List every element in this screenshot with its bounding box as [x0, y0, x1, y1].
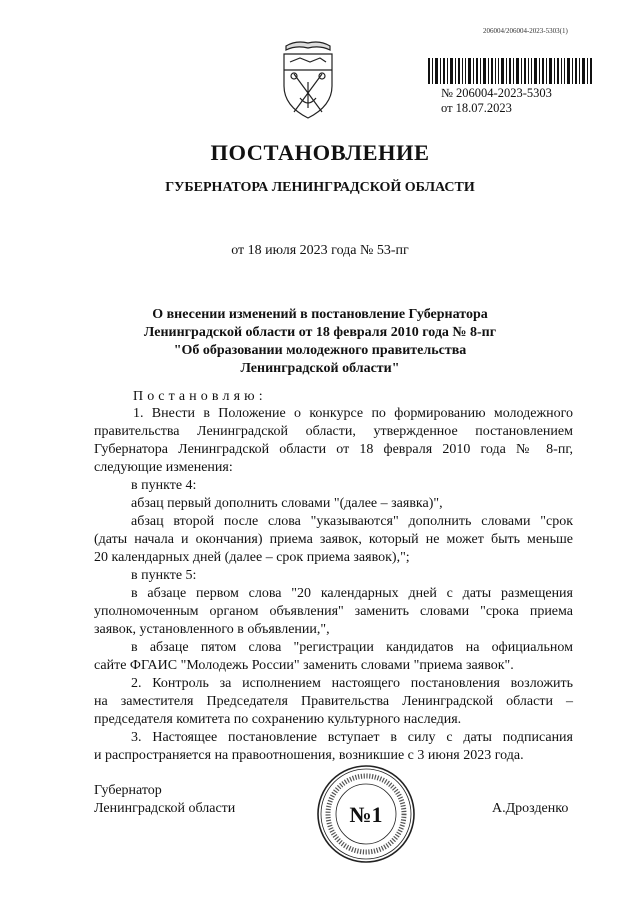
signatory-position: Губернатор: [94, 783, 162, 798]
document-id: 206004/206004-2023-5303(1): [483, 27, 568, 35]
registration-number: № 206004-2023-5303: [441, 86, 552, 100]
paragraph-2-line: 2. Контроль за исполнением настоящего постановления возложить: [131, 676, 573, 691]
subject-line: "Об образовании молодежного правительства: [173, 343, 467, 358]
paragraph-3-line: и распространяется на правоотношения, возникшие с 3 июня 2023 года.: [94, 748, 524, 763]
document-title: ПОСТАНОВЛЕНИЕ: [210, 140, 430, 165]
paragraph-2-line: на заместителя Председателя Правительства Ленинградской области –: [94, 694, 573, 709]
clause-4-item: абзац первый дополнить словами "(далее – заявка)",: [131, 496, 443, 511]
clause-5-item: в абзаце первом слова "20 календарных дней с даты размещения: [131, 586, 573, 601]
clause-4-item: (даты начала и окончания) приема заявок, который не может быть меньше: [94, 532, 573, 547]
registration-date: от 18.07.2023: [441, 101, 512, 115]
seal-number: №1: [349, 802, 383, 827]
document-subject: [0, 306, 640, 378]
barcode-image: [428, 58, 594, 84]
clause-4-heading: в пункте 4:: [131, 478, 197, 493]
clause-5-heading: в пункте 5:: [131, 568, 197, 583]
clause-4-item: 20 календарных дней (далее – срок приема заявок),";: [94, 550, 410, 565]
signatory-name: А.Дрозденко: [492, 801, 569, 816]
clause-4-item: абзац второй после слова "указываются" дополнить словами "срок: [131, 514, 573, 529]
clause-5-item: в абзаце пятом слова "регистрации кандидатов на официальном: [131, 640, 573, 655]
paragraph-2-line: председателя комитета по сохранению культурного наследия.: [94, 712, 462, 727]
paragraph-1-line: 1. Внести в Положение о конкурсе по формированию молодежного: [133, 406, 573, 421]
paragraph-1-line: Губернатора Ленинградской области от 18 февраля 2010 года № 8-пг,: [94, 442, 573, 457]
official-seal-icon: [316, 764, 416, 864]
subject-line: О внесении изменений в постановление Губернатора: [152, 307, 488, 322]
signatory-position: Ленинградской области: [94, 801, 236, 816]
subject-line: Ленинградской области от 18 февраля 2010 года № 8-пг: [143, 325, 497, 340]
decree-word: П о с т а н о в л я ю :: [133, 389, 263, 404]
paragraph-3-line: 3. Настоящее постановление вступает в силу с даты подписания: [131, 730, 573, 745]
document-date-number: от 18 июля 2023 года № 53-пг: [231, 243, 409, 258]
paragraph-1-line: правительства Ленинградской области, утвержденное постановлением: [94, 424, 573, 439]
document-issuer: ГУБЕРНАТОРА ЛЕНИНГРАДСКОЙ ОБЛАСТИ: [165, 180, 475, 195]
clause-5-item: сайте ФГАИС "Молодежь России" заменить словами "приема заявок".: [94, 658, 514, 673]
coat-of-arms-icon: [276, 38, 340, 122]
subject-line: Ленинградской области": [240, 361, 400, 376]
paragraph-1-line: следующие изменения:: [94, 460, 233, 475]
clause-5-item: уполномоченным органом объявления" заменить словами "срока приема: [94, 604, 573, 619]
clause-5-item: заявок, установленного в объявлении,",: [94, 622, 330, 637]
